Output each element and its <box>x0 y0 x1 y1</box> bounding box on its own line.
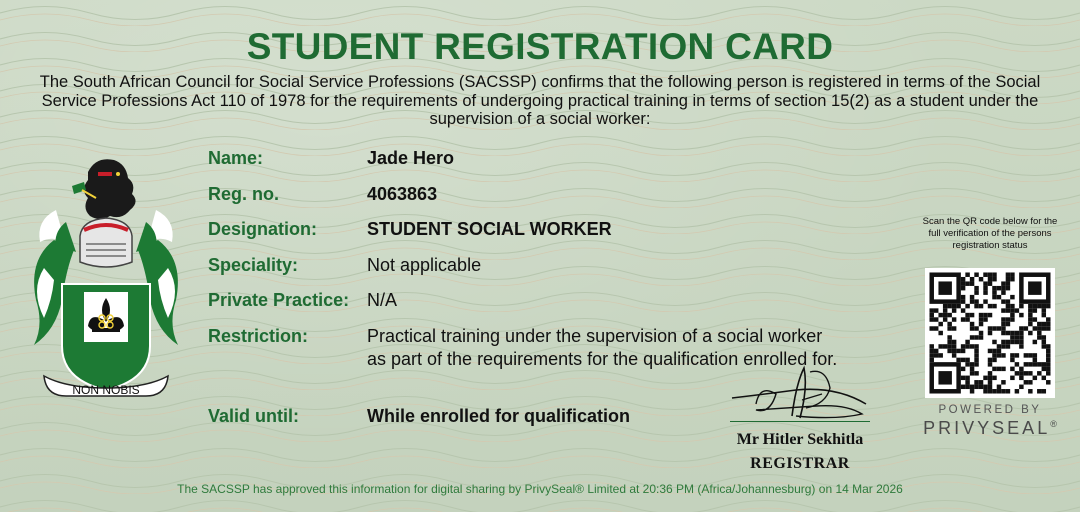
name-label: Name: <box>208 148 264 168</box>
powered-by-label: POWERED BY <box>938 404 1042 416</box>
signature-icon <box>726 364 872 424</box>
restriction-line: Practical training under the supervision of a social worker <box>367 326 823 346</box>
signature-line <box>730 421 870 422</box>
intro-paragraph: The South African Council for Social Service Professions (SACSSP) confirms that the following person is registered in terms of the Social Service Professions Act 110 of 1978 for the requirements of undergoing practical training in terms of section 15(2) as a student under the supervision of a social worker: <box>39 73 1041 128</box>
privyseal-logo <box>920 418 1060 439</box>
qr-code-icon[interactable] <box>925 268 1055 398</box>
speciality-label: Speciality: <box>208 255 299 275</box>
valid-until-label: Valid until: <box>208 406 300 426</box>
motto-text: NON NOBIS <box>72 383 140 397</box>
registered-mark: ® <box>1050 419 1057 429</box>
privyseal-brand: PRIVYSEAL <box>923 418 1051 438</box>
designation-value: STUDENT SOCIAL WORKER <box>367 219 612 239</box>
coat-of-arms-icon <box>26 150 186 410</box>
private-practice-value: N/A <box>367 290 398 310</box>
speciality-value: Not applicable <box>367 255 482 275</box>
private-practice-label: Private Practice: <box>208 290 350 310</box>
restriction-label: Restriction: <box>208 326 309 346</box>
reg-no-value: 4063863 <box>367 184 438 204</box>
card-title: STUDENT REGISTRATION CARD <box>246 26 834 67</box>
reg-no-label: Reg. no. <box>208 184 279 204</box>
scan-instruction: Scan the QR code below for the full verification of the persons registration status <box>922 216 1058 251</box>
designation-label: Designation: <box>208 219 318 239</box>
restriction-line: as part of the requirements for the qualification enrolled for. <box>367 349 838 369</box>
registrar-title: REGISTRAR <box>750 455 850 472</box>
registrar-name: Mr Hitler Sekhitla <box>736 431 864 448</box>
name-value: Jade Hero <box>367 148 455 168</box>
valid-until-value: While enrolled for qualification <box>367 406 631 426</box>
footer-approval-note: The SACSSP has approved this information for digital sharing by PrivySeal® Limited at 20:36 PM (Africa/Johannesburg) on 14 Mar 2026 <box>177 482 903 496</box>
